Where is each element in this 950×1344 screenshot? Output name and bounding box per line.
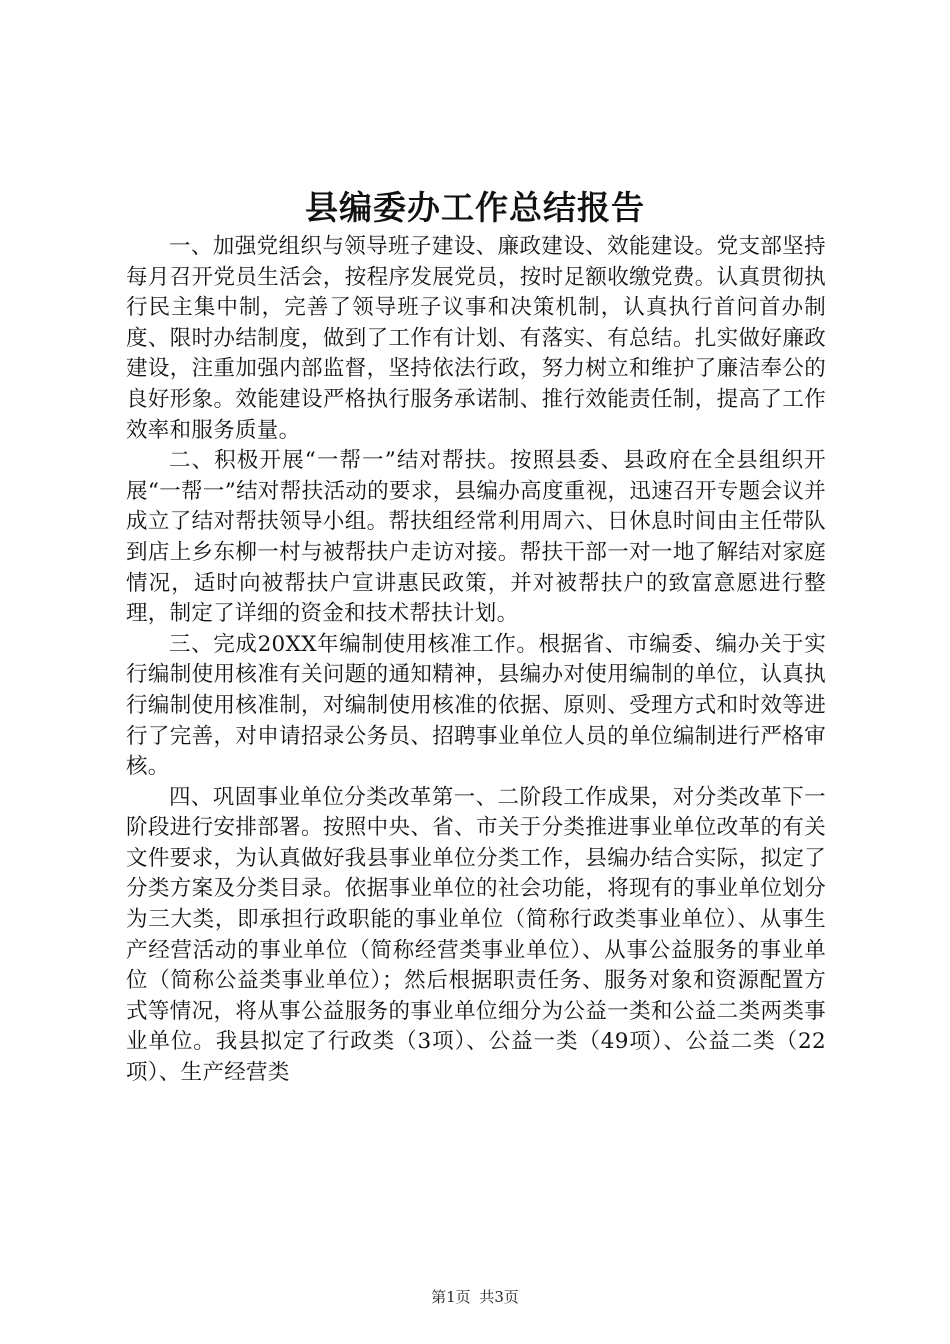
paragraph-2: 二、积极开展“一帮一”结对帮扶。按照县委、县政府在全县组织开展“一帮一”结对帮扶活动的要求，县编办高度重视，迅速召开专题会议并成立了结对帮扶领导小组。帮扶组经常利用周六、日休息时间由主任带队到店上乡东柳一村与被帮扶户走访对接。帮扶干部一对一地了解结对家庭情况，适时向被帮扶户宣讲惠民政策，并对被帮扶户的致富意愿进行整理，制定了详细的资金和技术帮扶计划。	[126, 448, 826, 627]
page-footer	[0, 1286, 950, 1307]
document-title: 县编委办工作总结报告	[305, 188, 645, 227]
paragraph-1: 一、加强党组织与领导班子建设、廉政建设、效能建设。党支部坚持每月召开党员生活会，按程序发展党员，按时足额收缴党费。认真贯彻执行民主集中制，完善了领导班子议事和决策机制，认真执行首问首办制度、限时办结制度，做到了工作有计划、有落实、有总结。扎实做好廉政建设，注重加强内部监督，坚持依法行政，努力树立和维护了廉洁奉公的良好形象。效能建设严格执行服务承诺制、推行效能责任制，提高了工作效率和服务质量。	[126, 234, 826, 443]
page-number: 第1页	[431, 1288, 471, 1306]
page-total: 共3页	[479, 1288, 519, 1306]
paragraph-4: 四、巩固事业单位分类改革第一、二阶段工作成果，对分类改革下一阶段进行安排部署。按照中央、省、市关于分类推进事业单位改革的有关文件要求，为认真做好我县事业单位分类工作，县编办结合实际，拟定了分类方案及分类目录。依据事业单位的社会功能，将现有的事业单位划分为三大类，即承担行政职能的事业单位（简称行政类事业单位）、从事生产经营活动的事业单位（简称经营类事业单位）、从事公益服务的事业单位（简称公益类事业单位）；然后根据职责任务、服务对象和资源配置方式等情况，将从事公益服务的事业单位细分为公益一类和公益二类两类事业单位。我县拟定了行政类（3项）、公益一类（49项）、公益二类（22项）、生产经营类	[126, 784, 826, 1086]
paragraph-3: 三、完成20XX年编制使用核准工作。根据省、市编委、编办关于实行编制使用核准有关问题的通知精神，县编办对使用编制的单位，认真执行编制使用核准制，对编制使用核准的依据、原则、受理方式和时效等进行了完善，对申请招录公务员、招聘事业单位人员的单位编制进行严格审核。	[126, 631, 826, 780]
document-body	[126, 232, 826, 1089]
